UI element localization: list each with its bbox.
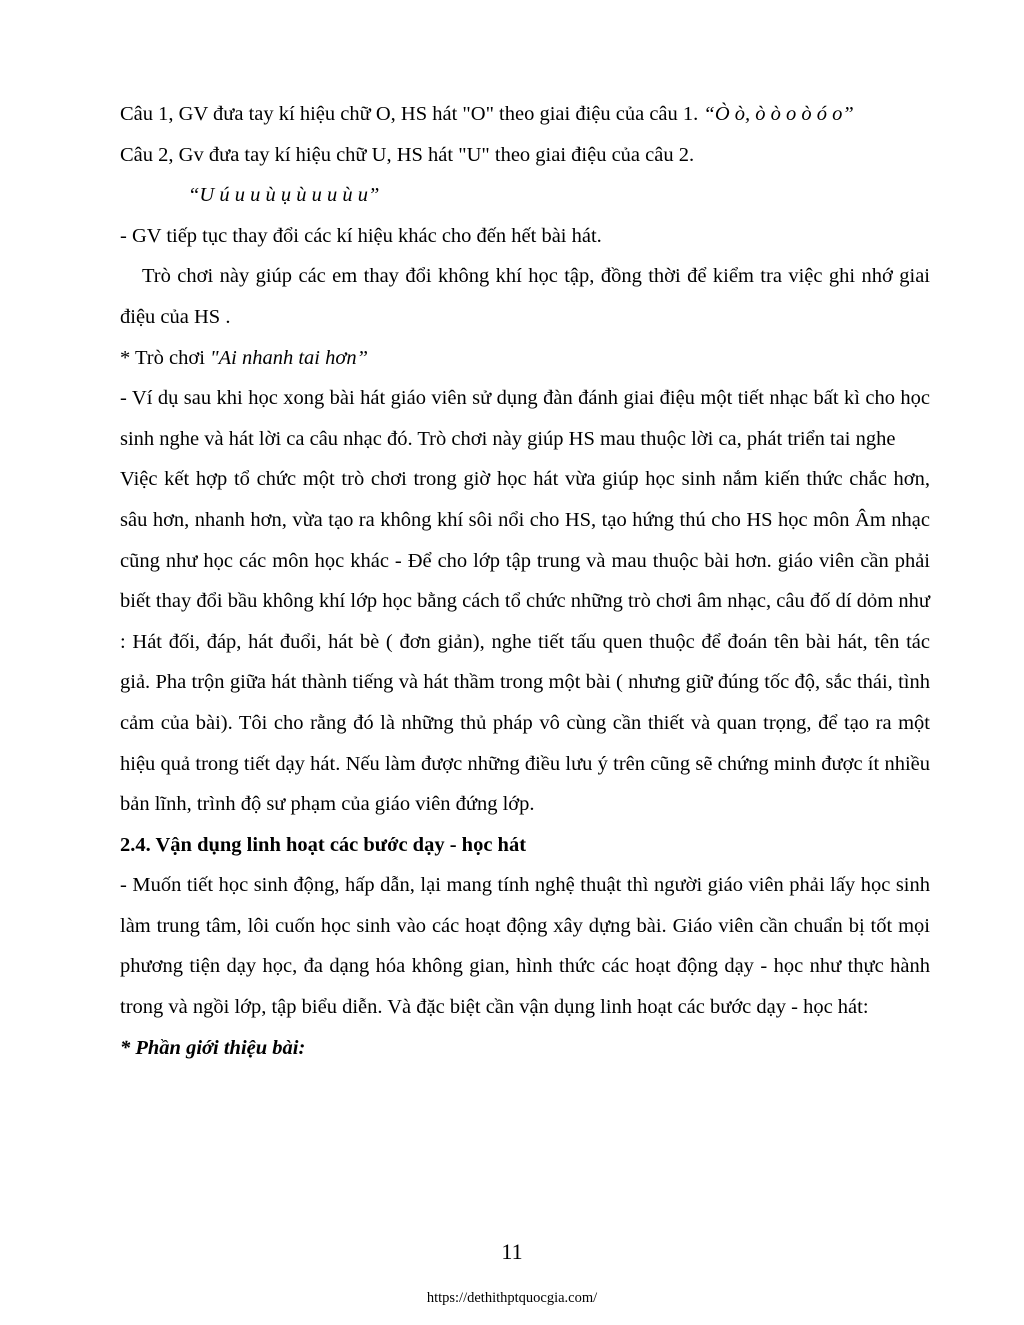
tro-choi-prefix: * Trò chơi [120, 346, 211, 369]
paragraph-cau-1 [120, 94, 930, 135]
paragraph-muon-tiet-hoc: - Muốn tiết học sinh động, hấp dẫn, lại mang tính nghệ thuật thì người giáo viên phải lấy học sinh làm trung tâm, lôi cuốn học sinh vào các hoạt động xây dựng bài. Giáo viên cần chuẩn bị tốt mọi phương tiện dạy học, đa dạng hóa không gian, hình thức các hoạt động dạy - học như thực hành trong và ngồi lớp, tập biểu diễn. Và đặc biệt cần vận dụng linh hoạt các bước dạy - học hát: [120, 874, 930, 1019]
cau-2-melody: “U ú u u ù ụ ù u u ù u” [188, 184, 380, 207]
section-heading: 2.4. Vận dụng linh hoạt các bước dạy - học hát [120, 833, 527, 856]
tro-choi-name: "Ai nhanh tai hơn” [210, 346, 368, 369]
paragraph-tro-choi-title [120, 338, 930, 379]
paragraph-gv-tiep-tuc: - GV tiếp tục thay đổi các kí hiệu khác cho đến hết bài hát. [120, 224, 602, 247]
paragraph-vi-du: - Ví dụ sau khi học xong bài hát giáo viên sử dụng đàn đánh giai điệu một tiết nhạc bất kì cho học sinh nghe và hát lời ca câu nhạc đó. Trò chơi này giúp HS mau thuộc lời ca, phát triển tai nghe [120, 387, 930, 450]
paragraph-tro-choi-intro: Trò chơi này giúp các em thay đổi không khí học tập, đồng thời để kiểm tra việc ghi nhớ giai điệu của HS . [120, 265, 930, 328]
footer-url: https://dethithptquocgia.com/ [426, 1290, 598, 1306]
body-text [120, 94, 930, 1068]
page-number: 11 [501, 1239, 523, 1264]
subsection-heading: * Phần giới thiệu bài: [120, 1036, 306, 1059]
paragraph-cau-2: Câu 2, Gv đưa tay kí hiệu chữ U, HS hát "U" theo giai điệu của câu 2. [120, 143, 695, 166]
cau-1-text: Câu 1, GV đưa tay kí hiệu chữ O, HS hát "O" theo giai điệu của câu 1. [120, 103, 704, 125]
cau-1-melody: “Ò ò, ò ò o ò ó o” [703, 103, 854, 125]
paragraph-ket-hop: Việc kết hợp tổ chức một trò chơi trong giờ học hát vừa giúp học sinh nắm kiến thức chắc hơn, sâu hơn, nhanh hơn, vừa tạo ra không khí sôi nổi cho HS, tạo hứng thú cho HS học môn Âm nhạc cũng như học các môn học khác - Để cho lớp tập trung và mau thuộc bài hơn. giáo viên cần phải biết thay đổi bầu không khí lớp học bằng cách tổ chức những trò chơi âm nhạc, câu đố dí dỏm như : Hát đối, đáp, hát đuổi, hát bè ( đơn giản), nghe tiết tấu quen thuộc để đoán tên bài hát, tên tác giả. Pha trộn giữa hát thành tiếng và hát thầm trong một bài ( nhưng giữ đúng tốc độ, sắc thái, tình cảm của bài). Tôi cho rằng đó là những thủ pháp vô cùng cần thiết và quan trọng, để tạo ra một hiệu quả trong tiết dạy hát. Nếu làm được những điều lưu ý trên cũng sẽ chứng minh được ít nhiều bản lĩnh, trình độ sư phạm của giáo viên đứng lớp. [120, 468, 930, 816]
